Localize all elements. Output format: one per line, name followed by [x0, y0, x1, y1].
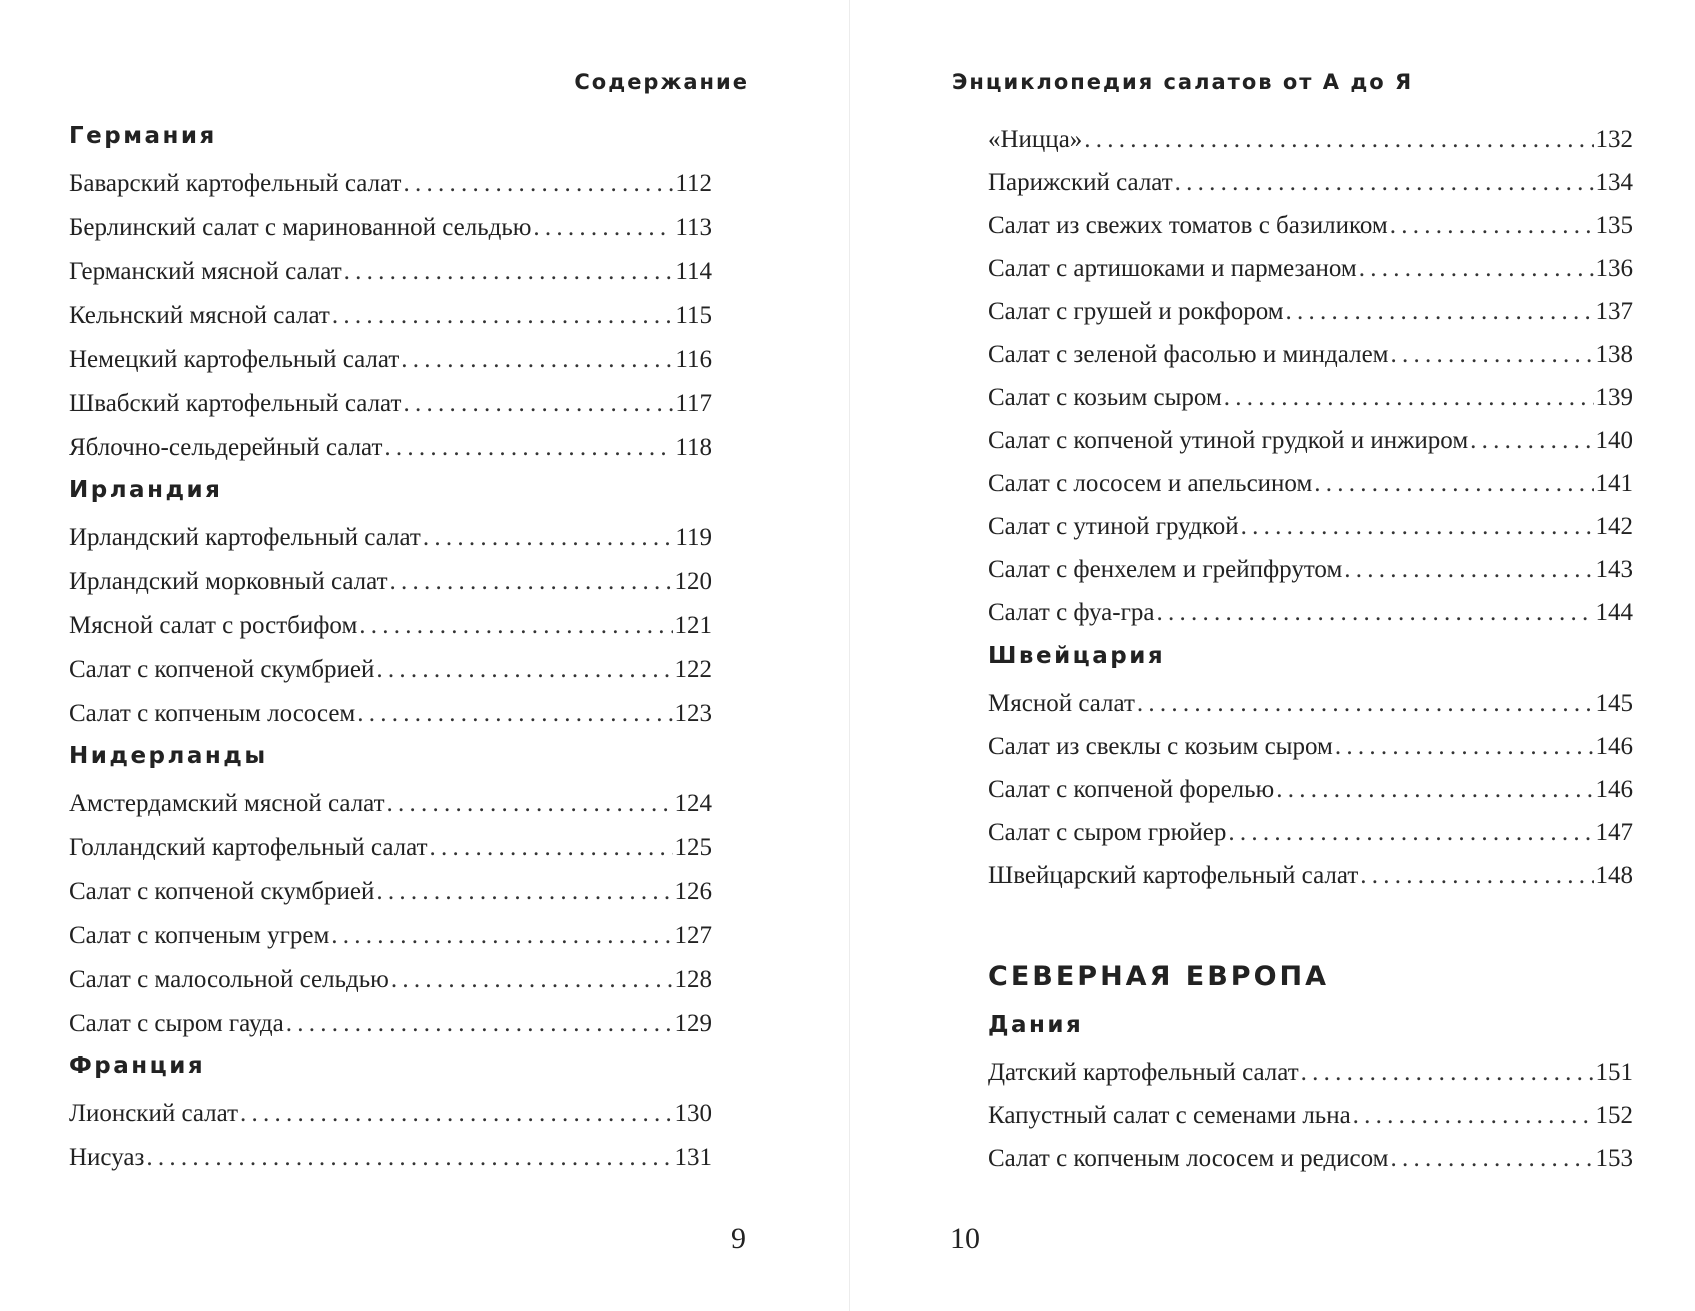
entry-page: 114	[675, 258, 712, 285]
entry-page: 138	[1595, 341, 1633, 368]
dot-leader	[430, 826, 673, 870]
section-heading: Дания	[988, 1012, 1084, 1038]
toc-entry[interactable]	[69, 1136, 712, 1180]
toc-entry[interactable]	[988, 376, 1633, 419]
dot-leader	[240, 1092, 672, 1136]
entry-page: 112	[675, 170, 712, 197]
entry-title: Салат с сыром гауда	[69, 1010, 284, 1037]
entry-page: 120	[674, 568, 712, 595]
entry-page: 142	[1595, 513, 1633, 540]
toc-entry[interactable]	[988, 247, 1633, 290]
entry-title: Датский картофельный салат	[988, 1059, 1299, 1086]
dot-leader	[146, 1136, 672, 1180]
toc-entry[interactable]	[69, 1092, 712, 1136]
dot-leader	[332, 294, 674, 338]
entry-title: Салат с фуа-гра	[988, 599, 1155, 626]
entry-page: 121	[674, 612, 712, 639]
entry-title: Швейцарский картофельный салат	[988, 862, 1359, 889]
dot-leader	[1353, 1094, 1594, 1137]
entry-title: Капустный салат с семенами льна	[988, 1102, 1351, 1129]
toc-entry[interactable]	[988, 725, 1633, 768]
toc-section	[988, 1009, 1633, 1180]
entry-title: Салат с зеленой фасолью и миндалем	[988, 341, 1389, 368]
toc-entry[interactable]	[988, 118, 1633, 161]
toc-entry[interactable]	[988, 682, 1633, 725]
dot-leader	[1360, 854, 1593, 897]
entry-page: 131	[674, 1144, 712, 1171]
entry-title: Ирландский картофельный салат	[69, 524, 421, 551]
toc-left	[69, 120, 712, 1180]
entry-title: Берлинский салат с маринованной сельдью	[69, 214, 532, 241]
entry-page: 140	[1595, 427, 1633, 454]
toc-entry[interactable]	[69, 870, 712, 914]
section-heading: Германия	[69, 123, 217, 149]
dot-leader	[1224, 376, 1594, 419]
dot-leader	[1084, 118, 1593, 161]
entry-title: Салат с сыром грюйер	[988, 819, 1227, 846]
entry-page: 132	[1595, 126, 1633, 153]
page-number-right: 10	[950, 1222, 980, 1255]
dot-leader	[1359, 247, 1594, 290]
dot-leader	[1241, 505, 1594, 548]
entry-title: Парижский салат	[988, 169, 1173, 196]
entry-title: Салат с копченой утиной грудкой и инжиром	[988, 427, 1469, 454]
dot-leader	[1301, 1051, 1594, 1094]
entry-title: Салат с копченым лососем и редисом	[988, 1145, 1389, 1172]
section-heading: Франция	[69, 1053, 206, 1079]
toc-entry[interactable]	[69, 914, 712, 958]
entry-title: Салат с козьим сыром	[988, 384, 1222, 411]
dot-leader	[390, 560, 673, 604]
page-number-left: 9	[731, 1222, 746, 1255]
toc-entry[interactable]	[988, 768, 1633, 811]
entry-title: Амстердамский мясной салат	[69, 790, 385, 817]
entry-page: 115	[675, 302, 712, 329]
toc-entry[interactable]	[69, 560, 712, 604]
dot-leader	[533, 206, 673, 250]
right-page	[850, 0, 1695, 1311]
toc-entry[interactable]	[69, 426, 712, 470]
entry-title: Мясной салат	[988, 690, 1135, 717]
dot-leader	[1335, 725, 1594, 768]
entry-title: Швабский картофельный салат	[69, 390, 402, 417]
entry-title: Нисуаз	[69, 1144, 145, 1171]
entry-page: 113	[675, 214, 712, 241]
entry-title: Кельнский мясной салат	[69, 302, 330, 329]
dot-leader	[1391, 333, 1594, 376]
toc-section	[69, 120, 712, 470]
dot-leader	[403, 162, 673, 206]
entry-page: 134	[1595, 169, 1633, 196]
toc-entry[interactable]	[988, 462, 1633, 505]
entry-page: 125	[674, 834, 712, 861]
entry-page: 122	[674, 656, 712, 683]
entry-page: 124	[674, 790, 712, 817]
entry-page: 117	[675, 390, 712, 417]
toc-entry[interactable]	[988, 811, 1633, 854]
toc-entry[interactable]	[988, 505, 1633, 548]
entry-page: 127	[674, 922, 712, 949]
part-title: СЕВЕРНАЯ ЕВРОПА	[988, 961, 1330, 992]
entry-title: Салат с копченой скумбрией	[69, 878, 375, 905]
entry-page: 123	[674, 700, 712, 727]
entry-title: Салат с грушей и рокфором	[988, 298, 1284, 325]
toc-entry[interactable]	[69, 338, 712, 382]
dot-leader	[1390, 1137, 1593, 1180]
toc-entry[interactable]	[988, 290, 1633, 333]
entry-title: Салат с утиной грудкой	[988, 513, 1239, 540]
entry-page: 144	[1595, 599, 1633, 626]
entry-page: 145	[1595, 690, 1633, 717]
toc-entry[interactable]	[988, 419, 1633, 462]
dot-leader	[1470, 419, 1593, 462]
toc-section	[69, 474, 712, 736]
toc-entry[interactable]	[69, 294, 712, 338]
toc-entry[interactable]	[988, 1137, 1633, 1180]
dot-leader	[401, 338, 673, 382]
dot-leader	[1137, 682, 1594, 725]
entry-title: «Ницца»	[988, 126, 1083, 153]
entry-title: Салат с копченой скумбрией	[69, 656, 375, 683]
dot-leader	[357, 692, 672, 736]
entry-title: Лионский салат	[69, 1100, 239, 1127]
dot-leader	[1228, 811, 1593, 854]
toc-entry[interactable]	[69, 1002, 712, 1046]
entry-page: 143	[1595, 556, 1633, 583]
entry-page: 129	[674, 1010, 712, 1037]
entry-page: 136	[1595, 255, 1633, 282]
toc-section	[69, 740, 712, 1046]
toc-entry[interactable]	[988, 204, 1633, 247]
entry-page: 141	[1595, 470, 1633, 497]
toc-entry[interactable]	[988, 1094, 1633, 1137]
running-head-left: Содержание	[574, 70, 749, 94]
entry-page: 151	[1595, 1059, 1633, 1086]
entry-page: 126	[674, 878, 712, 905]
toc-section-continued	[988, 118, 1633, 634]
dot-leader	[331, 914, 672, 958]
toc-entry[interactable]	[69, 162, 712, 206]
entry-title: Салат из свеклы с козьим сыром	[988, 733, 1333, 760]
section-heading: Нидерланды	[69, 743, 268, 769]
entry-page: 116	[675, 346, 712, 373]
dot-leader	[391, 958, 673, 1002]
entry-title: Германский мясной салат	[69, 258, 342, 285]
dot-leader	[1344, 548, 1593, 591]
entry-page: 128	[674, 966, 712, 993]
toc-entry[interactable]	[988, 161, 1633, 204]
toc-entry[interactable]	[69, 206, 712, 250]
entry-title: Салат с копченой форелью	[988, 776, 1275, 803]
entry-page: 119	[675, 524, 712, 551]
toc-section	[988, 640, 1633, 897]
toc-entry[interactable]	[69, 782, 712, 826]
entry-title: Голландский картофельный салат	[69, 834, 428, 861]
section-heading: Ирландия	[69, 477, 223, 503]
entry-title: Яблочно-сельдерейный салат	[69, 434, 383, 461]
entry-page: 135	[1595, 212, 1633, 239]
entry-page: 152	[1595, 1102, 1633, 1129]
toc-entry[interactable]	[988, 591, 1633, 634]
entry-title: Салат с копченым угрем	[69, 922, 330, 949]
toc-entry[interactable]	[69, 648, 712, 692]
entry-title: Салат с фенхелем и грейпфрутом	[988, 556, 1343, 583]
entry-page: 139	[1595, 384, 1633, 411]
dot-leader	[423, 516, 674, 560]
dot-leader	[1286, 290, 1594, 333]
toc-entry[interactable]	[69, 604, 712, 648]
dot-leader	[376, 648, 672, 692]
toc-section	[69, 1050, 712, 1180]
entry-title: Немецкий картофельный салат	[69, 346, 400, 373]
dot-leader	[1390, 204, 1594, 247]
entry-page: 153	[1595, 1145, 1633, 1172]
toc-entry[interactable]	[69, 516, 712, 560]
entry-title: Салат с копченым лососем	[69, 700, 356, 727]
entry-title: Салат с малосольной сельдью	[69, 966, 389, 993]
toc-entry[interactable]	[69, 826, 712, 870]
toc-right	[988, 118, 1633, 1180]
dot-leader	[1156, 591, 1593, 634]
dot-leader	[384, 426, 673, 470]
entry-title: Салат с артишоками и пармезаном	[988, 255, 1357, 282]
dot-leader	[403, 382, 673, 426]
dot-leader	[376, 870, 672, 914]
toc-entry[interactable]	[69, 958, 712, 1002]
entry-title: Ирландский морковный салат	[69, 568, 388, 595]
entry-title: Салат с лососем и апельсином	[988, 470, 1313, 497]
toc-entry[interactable]	[69, 382, 712, 426]
dot-leader	[359, 604, 672, 648]
toc-entry[interactable]	[988, 548, 1633, 591]
toc-entry[interactable]	[988, 1051, 1633, 1094]
toc-entry[interactable]	[988, 854, 1633, 897]
entry-page: 118	[675, 434, 712, 461]
dot-leader	[286, 1002, 673, 1046]
running-head-right: Энциклопедия салатов от А до Я	[952, 70, 1414, 94]
entry-title: Мясной салат с ростбифом	[69, 612, 358, 639]
entry-page: 137	[1595, 298, 1633, 325]
entry-title: Салат из свежих томатов с базиликом	[988, 212, 1388, 239]
section-heading: Швейцария	[988, 643, 1166, 669]
dot-leader	[344, 250, 674, 294]
entry-title: Баварский картофельный салат	[69, 170, 402, 197]
dot-leader	[1314, 462, 1593, 505]
entry-page: 146	[1595, 776, 1633, 803]
entry-page: 146	[1595, 733, 1633, 760]
dot-leader	[387, 782, 673, 826]
entry-page: 147	[1595, 819, 1633, 846]
dot-leader	[1175, 161, 1594, 204]
toc-entry[interactable]	[988, 333, 1633, 376]
toc-entry[interactable]	[69, 250, 712, 294]
dot-leader	[1276, 768, 1593, 811]
toc-entry[interactable]	[69, 692, 712, 736]
entry-page: 130	[674, 1100, 712, 1127]
entry-page: 148	[1595, 862, 1633, 889]
